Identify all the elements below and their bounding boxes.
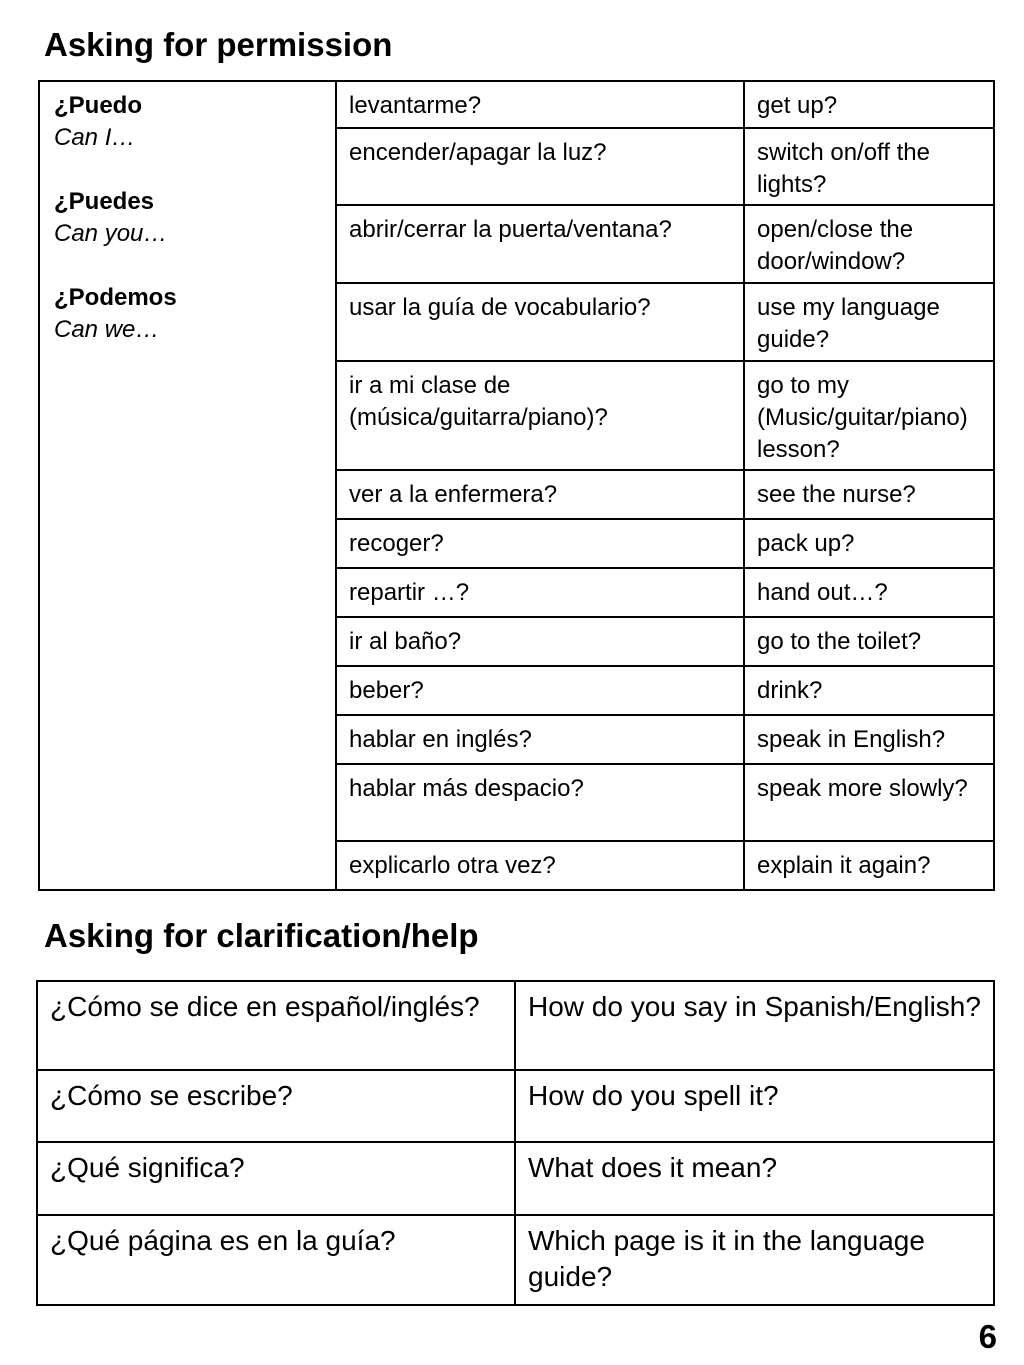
lead-block — [54, 90, 323, 154]
clarification-table — [36, 980, 995, 1306]
spanish-phrase: explicarlo otra vez? — [336, 841, 744, 890]
lead-block — [54, 186, 323, 250]
english-translation: pack up? — [744, 519, 994, 568]
english-translation: get up? — [744, 81, 994, 128]
table-row — [37, 1070, 994, 1142]
lead-cell — [39, 81, 336, 890]
spanish-phrase: ¿Qué significa? — [37, 1142, 515, 1215]
spanish-phrase: usar la guía de vocabulario? — [336, 283, 744, 361]
lead-spanish: ¿Puedo — [54, 92, 142, 119]
permission-title: Asking for permission — [44, 26, 393, 63]
spanish-phrase: levantarme? — [336, 81, 744, 128]
spanish-phrase: abrir/cerrar la puerta/ventana? — [336, 205, 744, 283]
spanish-phrase: ir al baño? — [336, 617, 744, 666]
permission-table — [38, 80, 995, 891]
english-translation: hand out…? — [744, 568, 994, 617]
table-row — [37, 1215, 994, 1305]
spanish-phrase: ¿Qué página es en la guía? — [37, 1215, 515, 1305]
lead-english: Can you… — [54, 220, 168, 247]
spanish-phrase: recoger? — [336, 519, 744, 568]
clarification-title: Asking for clarification/help — [44, 917, 479, 954]
english-translation: go to the toilet? — [744, 617, 994, 666]
spanish-phrase: ¿Cómo se dice en español/inglés? — [37, 981, 515, 1070]
spanish-phrase: ir a mi clase de (música/guitarra/piano)? — [336, 361, 744, 470]
spanish-phrase: hablar más despacio? — [336, 764, 744, 841]
spanish-phrase: encender/apagar la luz? — [336, 128, 744, 205]
lead-english: Can I… — [54, 124, 136, 151]
lead-block — [54, 282, 323, 346]
spanish-phrase: beber? — [336, 666, 744, 715]
english-translation: How do you say in Spanish/English? — [515, 981, 994, 1070]
english-translation: open/close the door/window? — [744, 205, 994, 283]
lead-spanish: ¿Puedes — [54, 188, 155, 215]
english-translation: see the nurse? — [744, 470, 994, 519]
english-translation: speak in English? — [744, 715, 994, 764]
english-translation: What does it mean? — [515, 1142, 994, 1215]
english-translation: switch on/off the lights? — [744, 128, 994, 205]
english-translation: use my language guide? — [744, 283, 994, 361]
lead-english: Can we… — [54, 316, 160, 343]
table-row — [39, 81, 994, 128]
english-translation: speak more slowly? — [744, 764, 994, 841]
page-number: 6 — [978, 1318, 997, 1355]
spanish-phrase: ver a la enfermera? — [336, 470, 744, 519]
table-row — [37, 1142, 994, 1215]
english-translation: go to my (Music/guitar/piano) lesson? — [744, 361, 994, 470]
table-row — [37, 981, 994, 1070]
english-translation: drink? — [744, 666, 994, 715]
english-translation: Which page is it in the language guide? — [515, 1215, 994, 1305]
english-translation: How do you spell it? — [515, 1070, 994, 1142]
spanish-phrase: repartir …? — [336, 568, 744, 617]
english-translation: explain it again? — [744, 841, 994, 890]
lead-spanish: ¿Podemos — [54, 284, 177, 311]
spanish-phrase: ¿Cómo se escribe? — [37, 1070, 515, 1142]
spanish-phrase: hablar en inglés? — [336, 715, 744, 764]
